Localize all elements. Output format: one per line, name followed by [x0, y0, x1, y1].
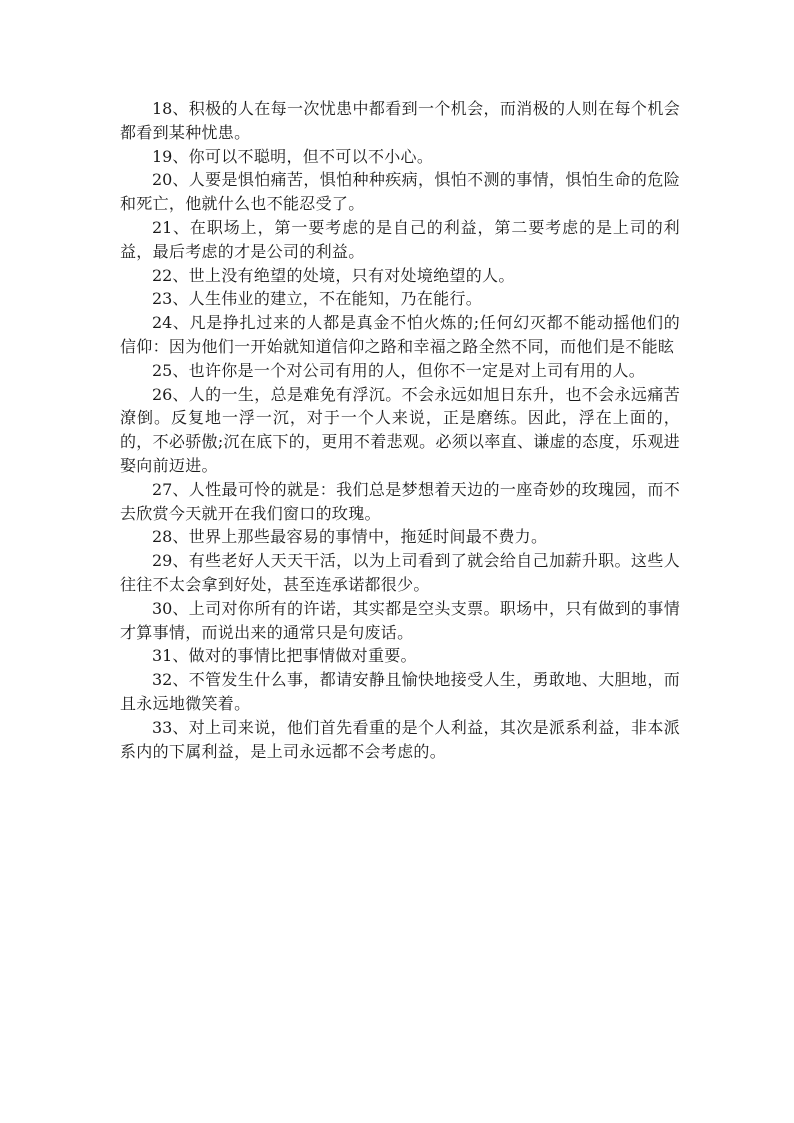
quote-number: 30 — [152, 598, 173, 618]
quote-paragraph — [120, 311, 680, 359]
quote-number: 31 — [152, 646, 173, 666]
quote-number: 18 — [152, 99, 173, 118]
quote-number: 19 — [152, 146, 173, 166]
quote-number: 32 — [152, 670, 173, 690]
quote-text: 、人要是惧怕痛苦，惧怕种种疾病，惧怕不测的事情，惧怕生命的危险和死亡，他就什么也不能忍受了。 — [120, 170, 680, 214]
quote-text: 、人生伟业的建立，不在能知，乃在能行。 — [172, 289, 483, 309]
quote-paragraph — [120, 168, 680, 216]
quote-number: 23 — [152, 289, 173, 309]
quote-text: 、积极的人在每一次忧患中都看到一个机会，而消极的人则在每个机会都看到某种忧患。 — [120, 99, 680, 142]
quote-text: 、在职场上，第一要考虑的是自己的利益，第二要考虑的是上司的利益，最后考虑的才是公司的利益。 — [120, 217, 680, 261]
quote-paragraph — [120, 287, 680, 311]
quote-paragraph — [120, 383, 680, 478]
quote-number: 27 — [152, 479, 173, 499]
quote-paragraph — [120, 644, 680, 668]
quote-paragraph — [120, 668, 680, 716]
quote-text: 、世界上那些最容易的事情中，拖延时间最不费力。 — [172, 527, 548, 547]
quote-paragraph — [120, 359, 680, 383]
quote-text: 、对上司来说，他们首先看重的是个人利益，其次是派系利益，非本派系内的下属利益，是上司永远都不会考虑的。 — [120, 717, 680, 761]
quote-paragraph — [120, 597, 680, 645]
quote-number: 29 — [152, 551, 173, 571]
quote-number: 20 — [152, 170, 173, 190]
quote-text: 、你可以不聪明，但不可以不小心。 — [172, 146, 434, 166]
quote-text: 、做对的事情比把事情做对重要。 — [172, 646, 417, 666]
quote-paragraph — [120, 549, 680, 597]
quote-paragraph — [120, 145, 680, 169]
quote-text: 、人性最可怜的就是：我们总是梦想着天边的一座奇妙的玫瑰园，而不去欣赏今天就开在我们窗口的玫瑰。 — [120, 479, 680, 523]
quote-paragraph — [120, 525, 680, 549]
quote-text: 、人的一生，总是难免有浮沉。不会永远如旭日东升，也不会永远痛苦潦倒。反复地一浮一沉，对于一个人来说，正是磨练。因此，浮在上面的，的，不必骄傲;沉在底下的，更用不着悲观。必须以率直、谦虚的态度，乐观进娶向前迈进。 — [120, 384, 680, 475]
quote-number: 21 — [152, 217, 173, 237]
quote-text: 、凡是挣扎过来的人都是真金不怕火炼的;任何幻灭都不能动摇他们的信仰：因为他们一开始就知道信仰之路和幸福之路全然不同，而他们是不能眩 — [120, 313, 680, 356]
quote-text: 、也许你是一个对公司有用的人，但你不一定是对上司有用的人。 — [172, 360, 646, 380]
quote-paragraph — [120, 216, 680, 264]
quote-number: 26 — [152, 384, 173, 404]
quote-number: 33 — [152, 717, 173, 737]
quote-text: 、世上没有绝望的处境，只有对处境绝望的人。 — [172, 265, 515, 285]
quote-number: 22 — [152, 265, 173, 285]
quote-number: 25 — [152, 360, 173, 380]
quote-text: 、有些老好人天天干活，以为上司看到了就会给自己加薪升职。这些人往往不太会拿到好处，甚至连承诺都很少。 — [120, 551, 680, 594]
quote-paragraph — [120, 97, 680, 145]
quote-number: 24 — [152, 313, 173, 333]
quote-paragraph — [120, 716, 680, 764]
quote-paragraph — [120, 264, 680, 288]
quote-paragraph — [120, 478, 680, 526]
quote-text: 、不管发生什么事，都请安静且愉快地接受人生，勇敢地、大胆地，而且永远地微笑着。 — [120, 670, 680, 713]
quote-text: 、上司对你所有的许诺，其实都是空头支票。职场中，只有做到的事情才算事情，而说出来的通常只是句废话。 — [120, 598, 680, 642]
document-page — [120, 97, 680, 763]
quote-number: 28 — [152, 527, 173, 547]
